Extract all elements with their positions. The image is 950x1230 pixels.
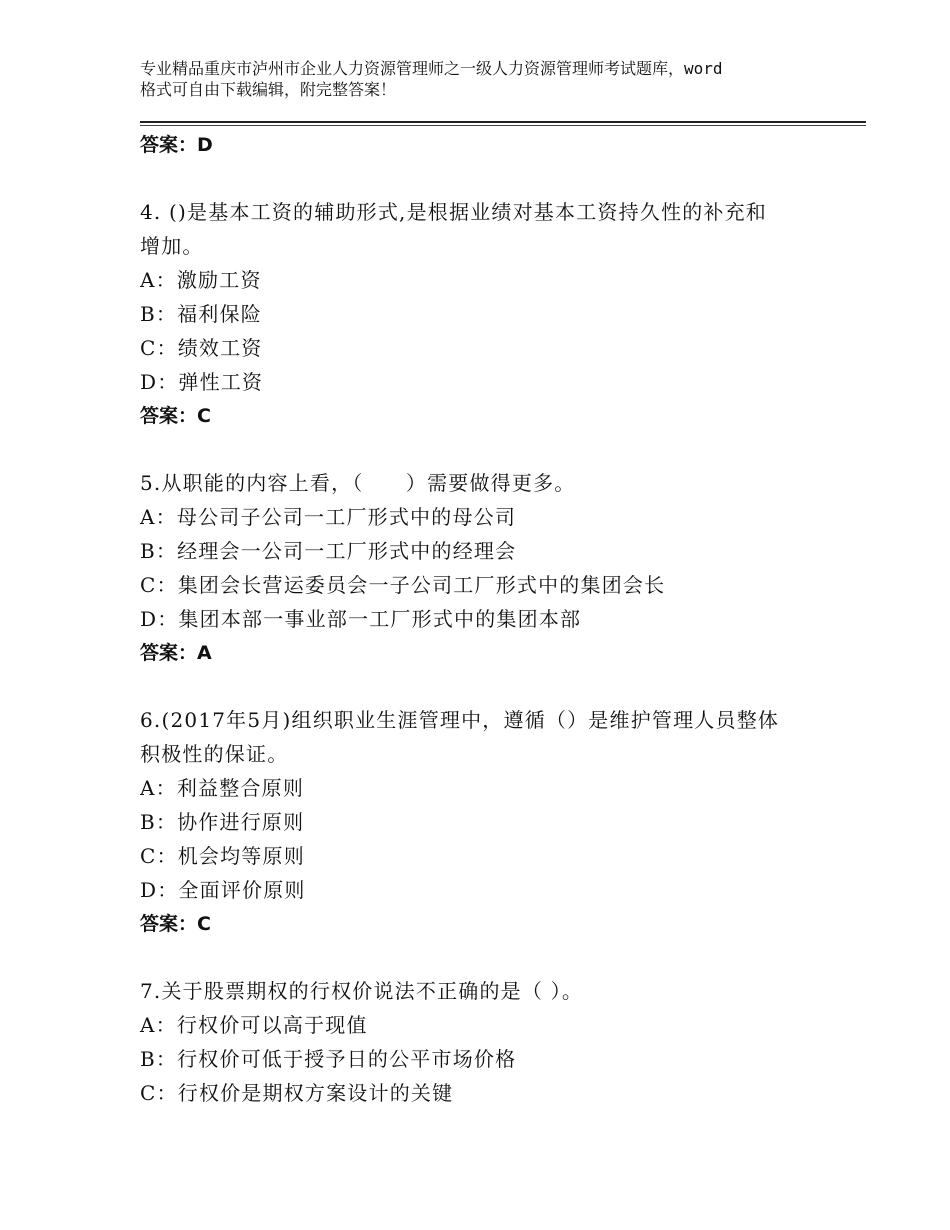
option-d: D：弹性工资 — [140, 370, 264, 394]
option-a: A：利益整合原则 — [140, 776, 305, 800]
option-c: C：机会均等原则 — [140, 844, 305, 868]
previous-answer: 答案：D — [140, 134, 213, 156]
question-7 — [140, 974, 840, 1110]
question-stem-line: 5.从职能的内容上看，（ ）需要做得更多。 — [140, 471, 576, 495]
answer: 答案：C — [140, 913, 211, 935]
option-a: A：激励工资 — [140, 268, 262, 292]
question-stem-line: 6.(2017年5月)组织职业生涯管理中，遵循（）是维护管理人员整体 — [140, 708, 780, 732]
header-rule-thin — [140, 125, 866, 126]
option-a: A：母公司子公司一工厂形式中的母公司 — [140, 505, 517, 529]
answer: 答案：C — [140, 405, 211, 427]
option-b: B：经理会一公司一工厂形式中的经理会 — [140, 539, 517, 563]
question-stem-line: 增加。 — [140, 234, 204, 258]
page-header — [140, 58, 840, 100]
option-b: B：福利保险 — [140, 302, 262, 326]
question-5 — [140, 466, 840, 670]
option-d: D：集团本部一事业部一工厂形式中的集团本部 — [140, 607, 582, 631]
question-stem-line: 7.关于股票期权的行权价说法不正确的是（ ）。 — [140, 979, 584, 1003]
option-a: A：行权价可以高于现值 — [140, 1013, 368, 1037]
question-stem — [140, 974, 840, 1008]
header-line-2: 格式可自由下载编辑，附完整答案！ — [140, 80, 397, 99]
option-b: B：协作进行原则 — [140, 810, 305, 834]
header-line-1: 专业精品重庆市泸州市企业人力资源管理师之一级人力资源管理师考试题库，word — [140, 59, 723, 78]
question-stem — [140, 466, 840, 500]
question-stem-line: 积极性的保证。 — [140, 742, 289, 766]
option-d: D：全面评价原则 — [140, 878, 306, 902]
option-c: C：行权价是期权方案设计的关键 — [140, 1081, 454, 1105]
question-stem — [140, 703, 840, 771]
question-6 — [140, 703, 840, 941]
question-stem-line: 4. ()是基本工资的辅助形式,是根据业绩对基本工资持久性的补充和 — [140, 200, 768, 224]
answer: 答案：A — [140, 642, 212, 664]
header-rule-thick — [140, 121, 866, 123]
question-list — [140, 128, 840, 1110]
question-stem — [140, 195, 840, 263]
option-c: C：集团会长营运委员会一子公司工厂形式中的集团会长 — [140, 573, 666, 597]
question-4 — [140, 195, 840, 433]
option-b: B：行权价可低于授予日的公平市场价格 — [140, 1047, 517, 1071]
option-c: C：绩效工资 — [140, 336, 263, 360]
